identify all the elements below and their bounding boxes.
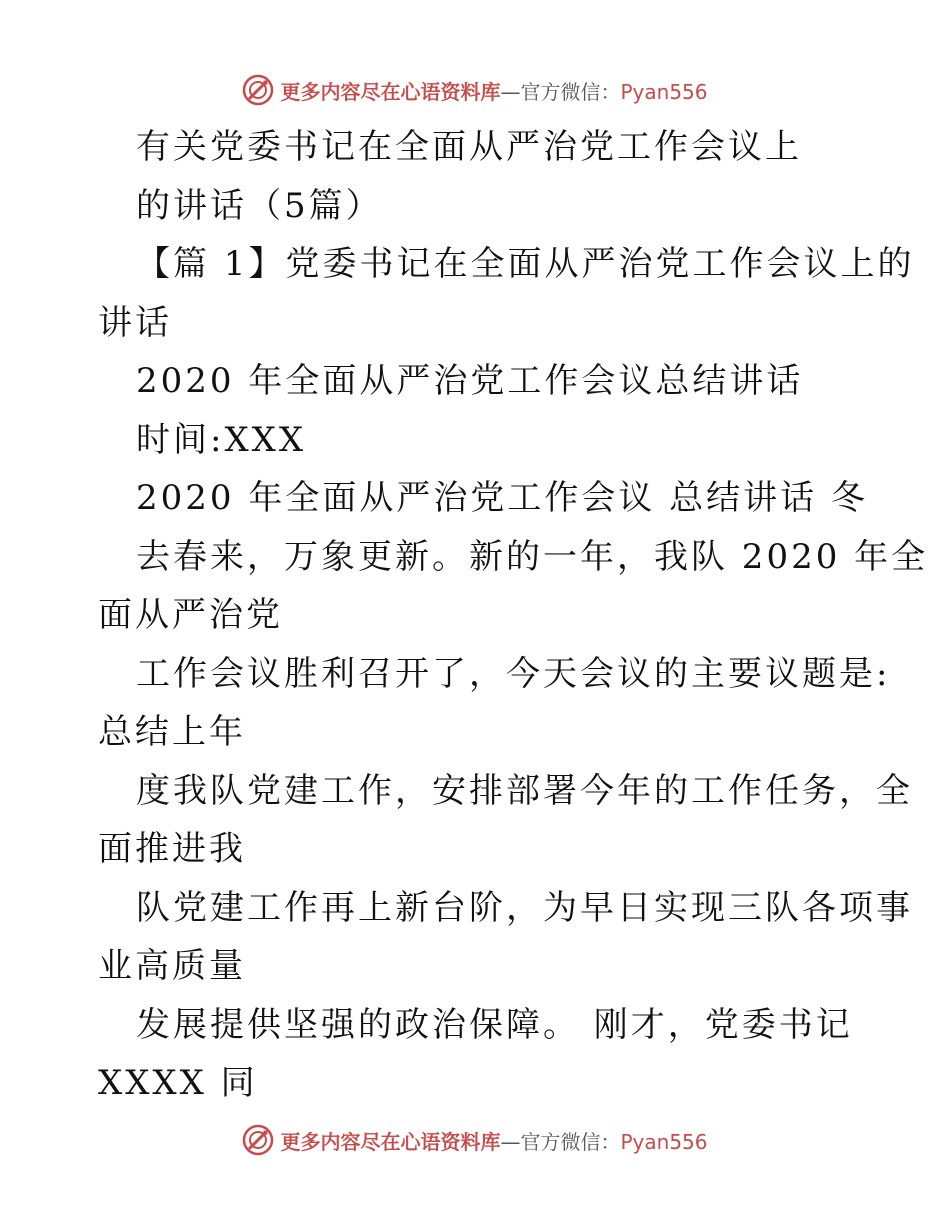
watermark-footer (0, 1120, 950, 1160)
document-body (98, 118, 929, 1113)
body-line: 2020 年全面从严治党工作会议 总结讲话 冬 (136, 478, 868, 518)
watermark-text (280, 1126, 707, 1155)
body-line: 发展提供坚强的政治保障。 刚才，党委书记 (136, 1004, 853, 1045)
brand-logo-icon (242, 74, 274, 106)
body-line: XXXX 同 (98, 1063, 258, 1103)
watermark-brand: 更多内容尽在心语资料库 (280, 1129, 501, 1154)
watermark-official: —官方微信： (500, 1129, 621, 1154)
watermark-header (0, 70, 950, 110)
brand-logo-icon (242, 1124, 274, 1156)
body-line: 业高质量 (98, 946, 246, 986)
watermark-id: Pyan556 (620, 79, 708, 104)
watermark-text (280, 76, 707, 105)
body-line: 队党建工作再上新台阶，为早日实现三队各项事 (136, 887, 913, 928)
body-line: 工作会议胜利召开了，今天会议的主要议题是: (136, 653, 891, 694)
body-line: 2020 年全面从严治党工作会议总结讲话 (136, 361, 804, 401)
body-line: 去春来，万象更新。新的一年，我队 2020 年全 (136, 536, 929, 577)
body-line: 度我队党建工作，安排部署今年的工作任务，全 (136, 770, 913, 811)
section-heading-line-1: 【篇 1】党委书记在全面从严治党工作会议上的 (136, 244, 915, 284)
watermark-brand: 更多内容尽在心语资料库 (280, 79, 501, 104)
body-line: 面推进我 (98, 829, 246, 869)
doc-title-line-2: 的讲话（5篇） (136, 185, 383, 226)
body-line: 总结上年 (98, 712, 246, 752)
body-line: 面从严治党 (98, 595, 283, 635)
watermark-id: Pyan556 (620, 1129, 708, 1154)
section-heading-line-2: 讲话 (98, 302, 172, 343)
body-line: 时间:XXX (136, 419, 307, 460)
doc-title-line-1: 有关党委书记在全面从严治党工作会议上 (136, 127, 802, 167)
watermark-official: —官方微信： (500, 79, 621, 104)
